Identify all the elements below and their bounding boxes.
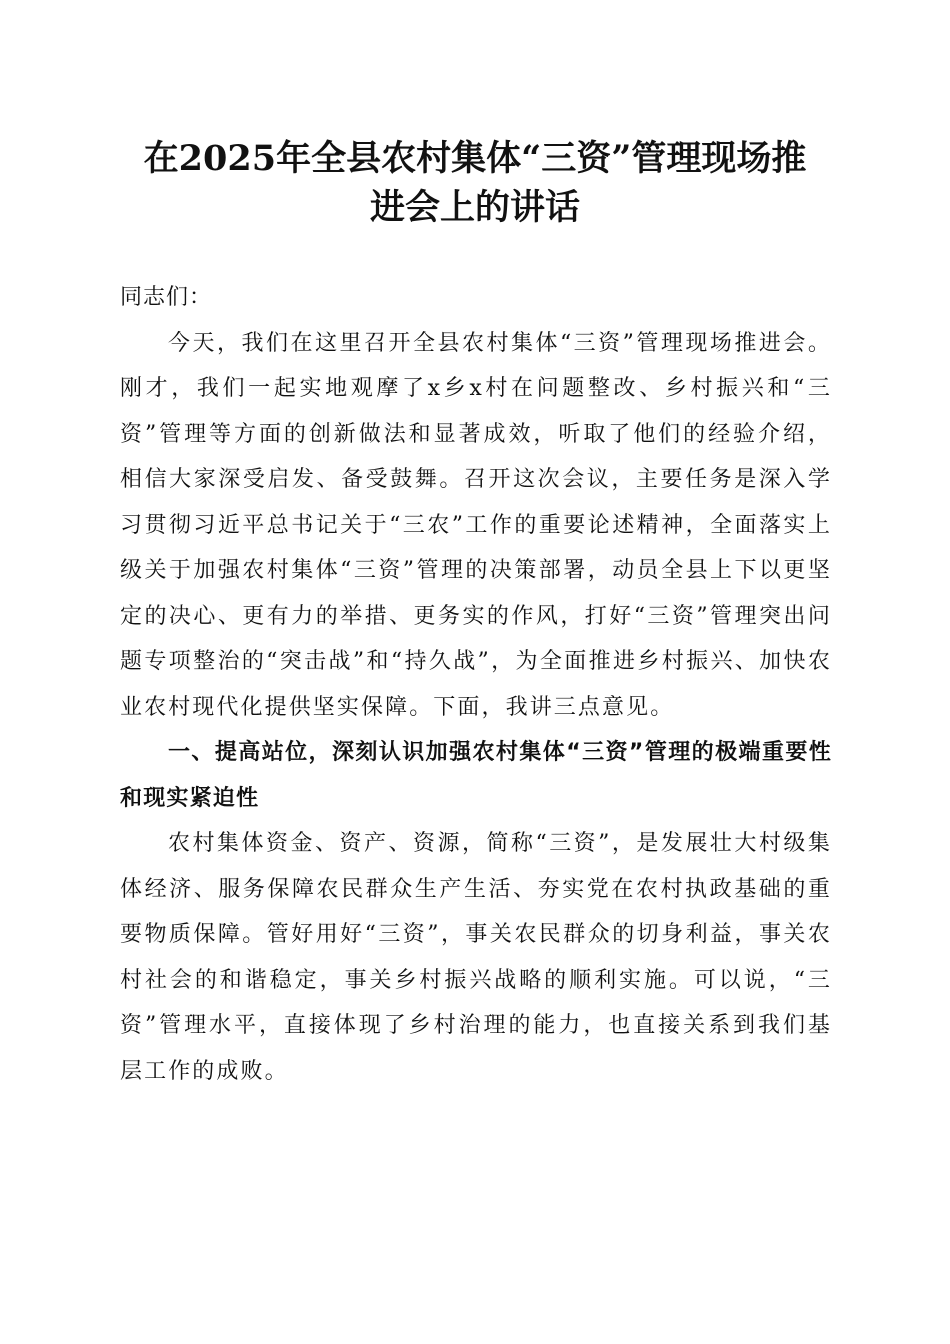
speech-body: [120, 275, 832, 1094]
section-1-paragraph: 农村集体资金、资产、资源，简称“三资”，是发展壮大村级集体经济、服务保障农民群众生产生活、夯实党在农村执政基础的重要物质保障。管好用好“三资”，事关农民群众的切身利益，事关农村社会的和谐稳定，事关乡村振兴战略的顺利实施。可以说，“三资”管理水平，直接体现了乡村治理的能力，也直接关系到我们基层工作的成败。: [120, 831, 832, 1084]
salutation: 同志们：: [120, 285, 213, 310]
opening-paragraph: 今天，我们在这里召开全县农村集体“三资”管理现场推进会。刚才，我们一起实地观摩了x乡x村在问题整改、乡村振兴和“三资”管理等方面的创新做法和显著成效，听取了他们的经验介绍，相信大家深受启发、备受鼓舞。召开这次会议，主要任务是深入学习贯彻习近平总书记关于“三农”工作的重要论述精神，全面落实上级关于加强农村集体“三资”管理的决策部署，动员全县上下以更坚定的决心、更有力的举措、更务实的作风，打好“三资”管理突出问题专项整治的“突击战”和“持久战”，为全面推进乡村振兴、加快农业农村现代化提供坚实保障。下面，我讲三点意见。: [120, 330, 832, 720]
section-heading-1: 一、提高站位，深刻认识加强农村集体“三资”管理的极端重要性和现实紧迫性: [120, 740, 832, 811]
speech-title: [118, 134, 832, 232]
title-line-1: 在2025年全县农村集体“三资”管理现场推: [143, 138, 807, 179]
title-line-2: 进会上的讲话: [369, 187, 580, 228]
